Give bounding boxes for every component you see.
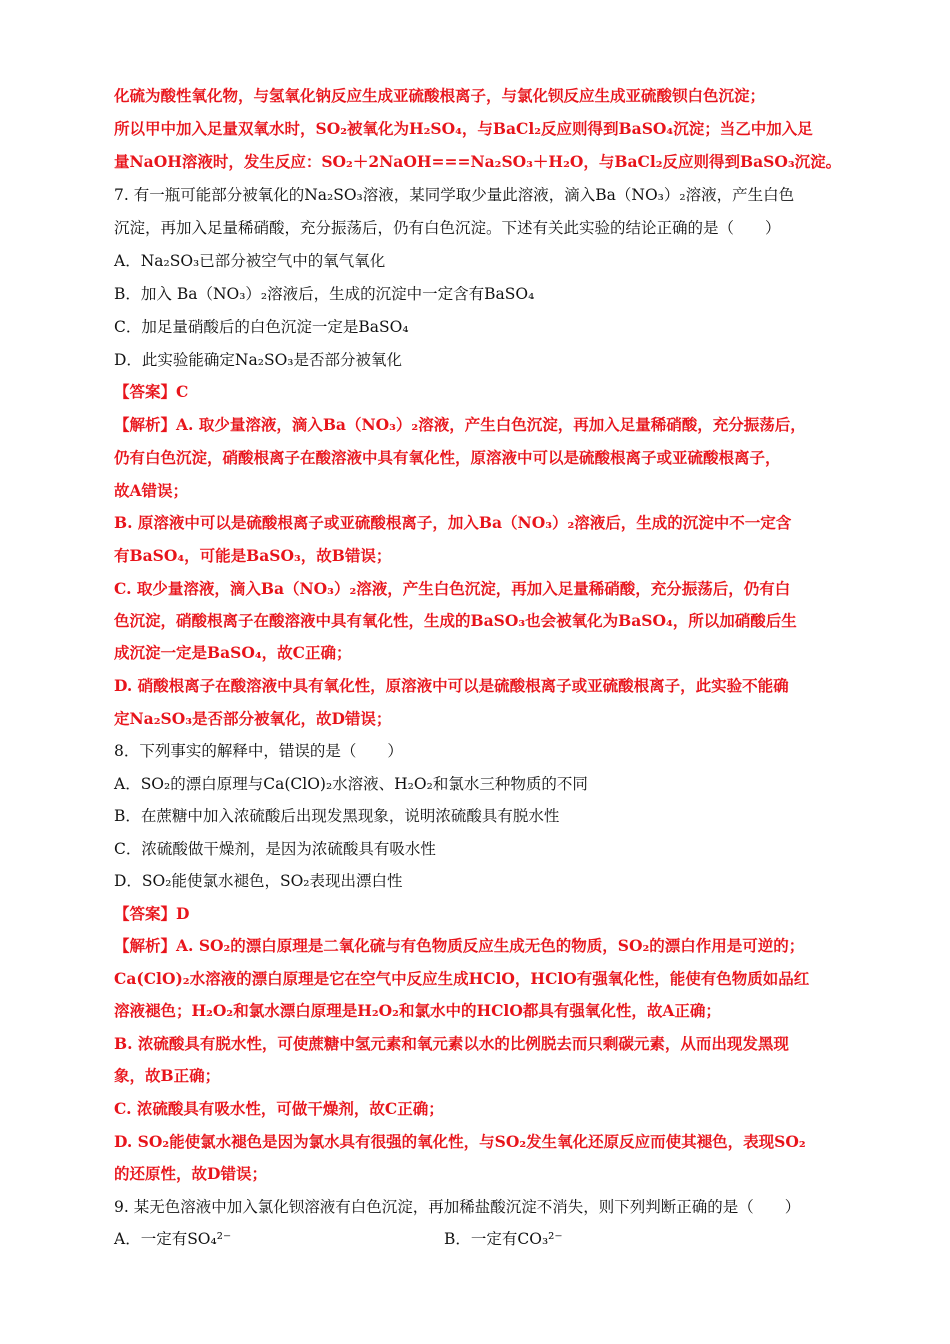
option-c: C．浓硫酸做干燥剂，是因为浓硫酸具有吸水性 <box>114 840 436 858</box>
option-b: B．一定有CO₃²⁻ <box>444 1230 563 1248</box>
text-line: 化硫为酸性氧化物，与氢氧化钠反应生成亚硫酸根离子，与氯化钡反应生成亚硫酸钡白色沉淀； <box>114 86 766 105</box>
question-9-stem: 9. 某无色溶液中加入氯化钡溶液有白色沉淀，再加稀盐酸沉淀不消失，则下列判断正确的是（ ） <box>114 1198 801 1216</box>
option-d: D．SO₂能使氯水褪色，SO₂表现出漂白性 <box>114 872 403 890</box>
explanation-line: 溶液褪色；H₂O₂和氯水漂白原理是H₂O₂和氯水中的HClO都具有强氧化性，故A正确； <box>114 1001 721 1020</box>
option-a: A．一定有SO₄²⁻ <box>114 1230 232 1248</box>
explanation-line: 色沉淀，硝酸根离子在酸溶液中具有氧化性，生成的BaSO₃也会被氧化为BaSO₄，所以加硝酸后生 <box>114 611 797 630</box>
explanation-line: 【解析】A. 取少量溶液，滴入Ba（NO₃）₂溶液，产生白色沉淀，再加入足量稀硝酸，充分振荡后， <box>114 415 806 434</box>
question-7-stem: 沉淀，再加入足量稀硝酸，充分振荡后，仍有白色沉淀。下述有关此实验的结论正确的是（ ） <box>114 219 781 237</box>
explanation-line: D. 硝酸根离子在酸溶液中具有氧化性，原溶液中可以是硫酸根离子或亚硫酸根离子，此实验不能确 <box>114 676 789 695</box>
answer-label: 【答案】C <box>114 382 189 401</box>
explanation-line: B. 浓硫酸具有脱水性，可使蔗糖中氢元素和氧元素以水的比例脱去而只剩碳元素，从而出现发黑现 <box>114 1034 789 1053</box>
explanation-line: C. 取少量溶液，滴入Ba（NO₃）₂溶液，产生白色沉淀，再加入足量稀硝酸，充分振荡后，仍有白 <box>114 579 791 598</box>
text-line: 量NaOH溶液时，发生反应：SO₂＋2NaOH===Na₂SO₃＋H₂O，与BaCl₂反应则得到BaSO₃沉淀。 <box>114 152 842 171</box>
question-8-stem: 8．下列事实的解释中，错误的是（ ） <box>114 742 403 760</box>
option-d: D．此实验能确定Na₂SO₃是否部分被氧化 <box>114 351 402 369</box>
explanation-line: 成沉淀一定是BaSO₄，故C正确； <box>114 643 352 662</box>
explanation-line: C. 浓硫酸具有吸水性，可做干燥剂，故C正确； <box>114 1099 444 1118</box>
explanation-line: 的还原性，故D错误； <box>114 1164 267 1183</box>
explanation-line: 【解析】A. SO₂的漂白原理是二氧化硫与有色物质反应生成无色的物质，SO₂的漂白作用是可逆的； <box>114 936 805 955</box>
explanation-line: 有BaSO₄，可能是BaSO₃，故B错误； <box>114 546 392 565</box>
explanation-line: D. SO₂能使氯水褪色是因为氯水具有很强的氧化性，与SO₂发生氧化还原反应而使其褪色，表现SO₂ <box>114 1132 806 1151</box>
question-7-stem: 7. 有一瓶可能部分被氧化的Na₂SO₃溶液，某同学取少量此溶液，滴入Ba（NO₃）₂溶液，产生白色 <box>114 186 795 204</box>
answer-label: 【答案】D <box>114 904 190 923</box>
option-b: B．加入 Ba（NO₃）₂溶液后，生成的沉淀中一定含有BaSO₄ <box>114 285 535 303</box>
option-a: A．SO₂的漂白原理与Ca(ClO)₂水溶液、H₂O₂和氯水三种物质的不同 <box>114 775 588 793</box>
explanation-line: Ca(ClO)₂水溶液的漂白原理是它在空气中反应生成HClO，HClO有强氧化性，能使有色物质如品红 <box>114 969 810 988</box>
explanation-line: 故A错误； <box>114 481 189 500</box>
option-b: B．在蔗糖中加入浓硫酸后出现发黑现象，说明浓硫酸具有脱水性 <box>114 807 560 825</box>
explanation-line: 定Na₂SO₃是否部分被氧化，故D错误； <box>114 709 392 728</box>
explanation-line: 仍有白色沉淀，硝酸根离子在酸溶液中具有氧化性，原溶液中可以是硫酸根离子或亚硫酸根离子， <box>114 448 781 467</box>
text-line: 所以甲中加入足量双氧水时，SO₂被氧化为H₂SO₄，与BaCl₂反应则得到BaSO₄沉淀；当乙中加入足 <box>114 119 813 138</box>
option-c: C．加足量硝酸后的白色沉淀一定是BaSO₄ <box>114 318 409 336</box>
option-a: A．Na₂SO₃已部分被空气中的氧气氧化 <box>114 252 386 270</box>
explanation-line: 象，故B正确； <box>114 1066 221 1085</box>
explanation-line: B. 原溶液中可以是硫酸根离子或亚硫酸根离子，加入Ba（NO₃）₂溶液后，生成的沉淀中不一定含 <box>114 513 792 532</box>
